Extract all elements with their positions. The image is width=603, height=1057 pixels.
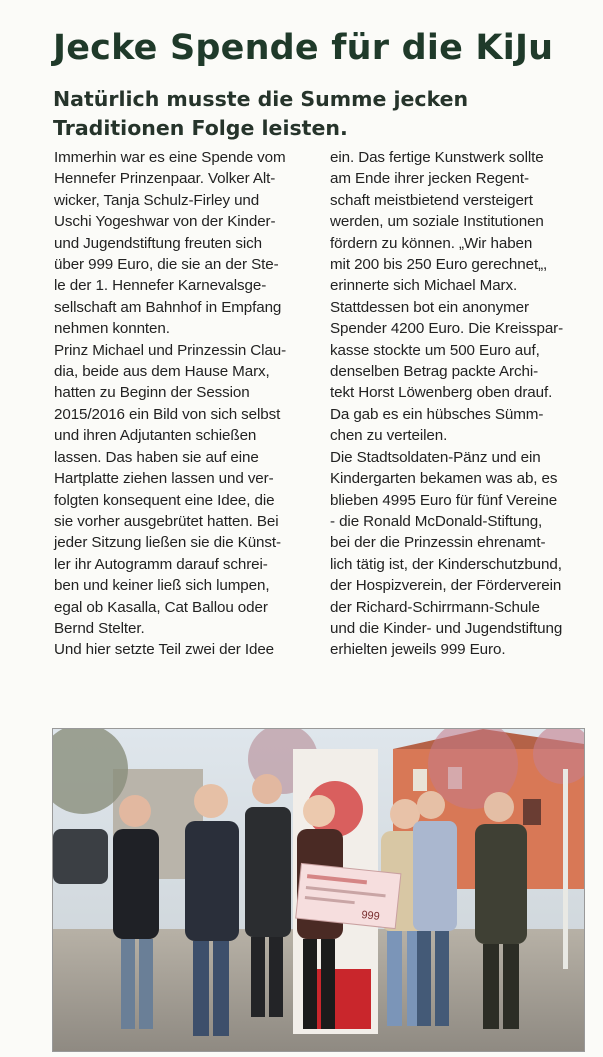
article-text-line: Immerhin war es eine Spende vom <box>54 149 286 166</box>
article-text-line: le der 1. Hennefer Karnevalsge- <box>54 277 267 295</box>
article-text-line: - die Ronald McDonald-Stiftung, <box>330 512 543 530</box>
article-text-line: ein. Das fertige Kunstwerk sollte <box>330 149 544 166</box>
article-text-line: Kindergarten bekamen was ab, es <box>330 470 558 488</box>
article-photo <box>52 728 585 1052</box>
article-text-line: und ihren Adjutanten schießen <box>54 427 257 445</box>
article-text-line: sellschaft am Bahnhof in Empfang <box>54 298 282 316</box>
article-text-line: chen zu verteilen. <box>330 427 448 445</box>
article-text-line: über 999 Euro, die sie an der Ste- <box>54 256 279 274</box>
article-text-line: lassen. Das haben sie auf eine <box>54 448 259 466</box>
article-text-line: dia, beide aus dem Hause Marx, <box>54 363 270 381</box>
article-subtitle <box>53 85 573 143</box>
article-text-line: am Ende ihrer jecken Regent- <box>330 170 529 188</box>
subtitle-line: Traditionen Folge leisten. <box>53 116 348 140</box>
article-text-line: Spender 4200 Euro. Die Kreisspar- <box>330 320 564 338</box>
donation-cheque <box>296 863 401 928</box>
article-text-line: und Jugendstiftung freuten sich <box>54 234 262 252</box>
article-text-line: sie vorher ausgebrütet hatten. Bei <box>54 512 279 530</box>
article-text-line: bei der die Prinzessin ehrenamt- <box>330 534 546 552</box>
article-text-line: Stattdessen bot ein anonymer <box>330 298 529 316</box>
article-text-line: tekt Horst Löwenberg oben drauf. <box>330 384 553 402</box>
article-text-line: Hennefer Prinzenpaar. Volker Alt- <box>54 170 276 188</box>
article-text-line: ler ihr Autogramm darauf schrei- <box>54 555 268 573</box>
article-text-line: und die Kinder- und Jugendstiftung <box>330 619 563 637</box>
article-text-line: nehmen konnten. <box>54 320 170 338</box>
group-photo-illustration <box>53 729 584 1051</box>
article-text-line: der Richard-Schirrmann-Schule <box>330 598 540 616</box>
article-text-line: 2015/2016 ein Bild von sich selbst <box>54 405 281 423</box>
article-text-line: der Hospizverein, der Förderverein <box>330 577 562 595</box>
article-right-column <box>330 147 580 661</box>
article-text-line: Die Stadtsoldaten-Pänz und ein <box>330 448 541 466</box>
article-text-line: schaft meistbietend versteigert <box>330 191 533 209</box>
article-text-line: jeder Sitzung ließen sie die Künst- <box>54 534 281 552</box>
article-text-line: ben und keiner ließ sich lumpen, <box>54 577 270 595</box>
subtitle-line: Natürlich musste die Summe jecken <box>53 87 469 111</box>
article-text-line: denselben Betrag packte Archi- <box>330 363 539 381</box>
article-text-line: Uschi Yogeshwar von der Kinder- <box>54 213 276 231</box>
article-text-line: Prinz Michael und Prinzessin Clau- <box>54 341 287 359</box>
article-text-line: erinnerte sich Michael Marx. <box>330 277 518 295</box>
article-text-line: mit 200 bis 250 Euro gerechnet„, <box>330 256 548 274</box>
article-text-line: Und hier setzte Teil zwei der Idee <box>54 641 275 659</box>
article-text-line: werden, um soziale Institutionen <box>330 213 544 231</box>
article-text-line: folgten konsequent eine Idee, die <box>54 491 275 509</box>
article-text-line: lich tätig ist, der Kinderschutzbund, <box>330 555 562 573</box>
article-text-line: Da gab es ein hübsches Sümm- <box>330 405 544 423</box>
article-text-line: Bernd Stelter. <box>54 619 145 637</box>
article-text-line: kasse stockte um 500 Euro auf, <box>330 341 540 359</box>
article-text-line: hatten zu Beginn der Session <box>54 384 250 402</box>
article-text-line: blieben 4995 Euro für fünf Vereine <box>330 491 558 509</box>
article-left-column <box>54 147 304 661</box>
article-text-line: egal ob Kasalla, Cat Ballou oder <box>54 598 268 616</box>
article-text-line: Hartplatte ziehen lassen und ver- <box>54 470 274 488</box>
cheque-amount: 999 <box>360 908 381 923</box>
parked-car <box>53 829 108 884</box>
article-text-line: wicker, Tanja Schulz-Firley und <box>54 191 260 209</box>
article-text-line: erhielten jeweils 999 Euro. <box>330 641 506 659</box>
article-title: Jecke Spende für die KiJu <box>53 28 554 68</box>
article-text-line: fördern zu können. „Wir haben <box>330 234 533 252</box>
